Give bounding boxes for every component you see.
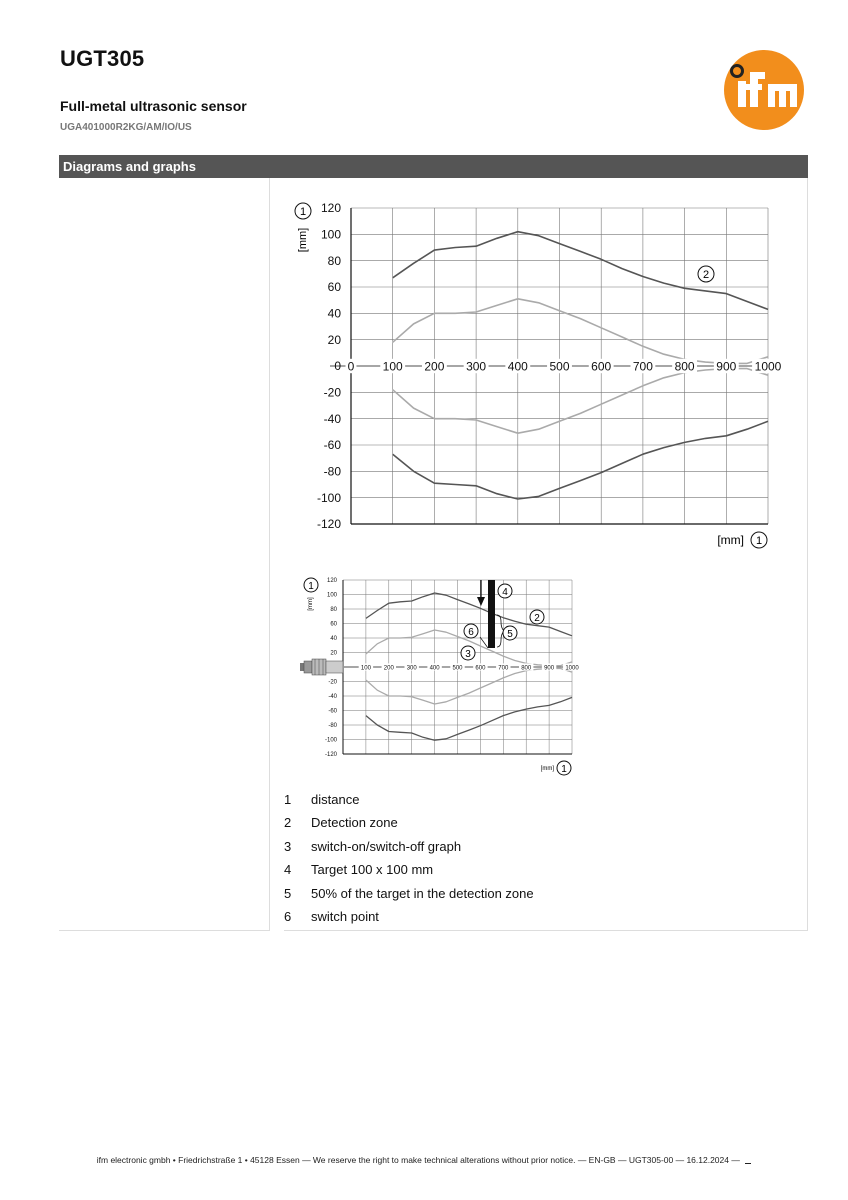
callout-1: 1 — [561, 764, 567, 775]
y-tick-label: 80 — [330, 607, 337, 614]
series-line-3 — [393, 369, 768, 434]
y-tick-label: -100 — [324, 737, 337, 744]
switch-point-chart — [284, 570, 604, 782]
x-tick-label: 300 — [406, 665, 417, 672]
x-tick-label: 300 — [466, 359, 487, 374]
x-tick-label: 700 — [632, 359, 653, 374]
x-tick-label: 900 — [544, 665, 555, 672]
page-title: UGT305 — [60, 46, 145, 71]
x-tick-label: 400 — [507, 359, 528, 374]
x-tick-label: 800 — [674, 359, 695, 374]
chart2-x-callout — [541, 761, 571, 775]
y-tick-label: 0 — [334, 359, 341, 374]
x-tick-label: 1000 — [754, 359, 782, 374]
x-tick-label: 100 — [382, 359, 403, 374]
x-tick-label: 1000 — [565, 665, 579, 672]
left-column — [59, 178, 270, 931]
y-tick-label: -80 — [328, 723, 337, 730]
chart2-ticks — [325, 578, 581, 758]
chart2-switch-graph-callout — [461, 646, 475, 660]
x-tick-label: 400 — [429, 665, 440, 672]
section-header: Diagrams and graphs — [59, 155, 808, 178]
y-tick-label: 40 — [327, 306, 341, 321]
page-number — [745, 1154, 751, 1164]
x-tick-label: 600 — [591, 359, 612, 374]
legend-number: 3 — [284, 838, 292, 854]
target-arrow-icon — [477, 580, 485, 606]
product-code: UGA401000R2KG/AM/IO/US — [60, 122, 192, 133]
ifm-logo — [722, 50, 806, 130]
y-tick-label: -20 — [328, 679, 337, 686]
y-tick-label: -20 — [323, 385, 341, 400]
callout-2: 2 — [534, 613, 540, 624]
y-tick-label: -60 — [323, 438, 341, 453]
legend-text: 50% of the target in the detection zone — [311, 885, 534, 901]
legend-number: 1 — [284, 792, 292, 807]
y-tick-label: -60 — [328, 708, 337, 715]
legend-text: distance — [311, 792, 360, 807]
chart1-xlabel: [mm] — [717, 533, 744, 547]
legend-number: 2 — [284, 815, 292, 831]
legend-text: Detection zone — [311, 815, 398, 831]
series-line-4 — [366, 697, 572, 740]
chart2-ylabel: [mm] — [308, 597, 314, 611]
chart2-switch-point-callout — [464, 624, 478, 638]
x-tick-label: 200 — [383, 665, 394, 672]
page-footer — [0, 1154, 848, 1165]
y-tick-label: 80 — [327, 253, 341, 268]
y-tick-label: -80 — [323, 464, 341, 479]
chart2-xlabel: [mm] — [540, 766, 554, 772]
chart2-half-target-callout — [503, 626, 517, 640]
y-tick-label: 20 — [327, 332, 341, 347]
callout-4: 4 — [502, 587, 508, 598]
legend-text: switch-on/switch-off graph — [311, 838, 462, 854]
x-tick-label: 900 — [716, 359, 737, 374]
chart1-zone-callout — [698, 266, 714, 282]
y-tick-label: -100 — [316, 490, 341, 505]
callout-5: 5 — [507, 629, 513, 640]
y-tick-label: 120 — [320, 201, 341, 216]
callout-2: 2 — [702, 269, 710, 281]
y-tick-label: 60 — [327, 280, 341, 295]
legend-number: 5 — [284, 885, 292, 901]
y-tick-label: -120 — [316, 517, 341, 532]
y-tick-label: 20 — [330, 650, 337, 657]
y-tick-label: 60 — [330, 621, 337, 628]
chart2-y-callout — [304, 578, 318, 592]
series-line-4 — [393, 421, 768, 499]
series-line-3 — [366, 669, 572, 705]
x-tick-label: 100 — [360, 665, 371, 672]
y-tick-label: 120 — [326, 578, 337, 585]
chart2-target-callout — [498, 584, 512, 598]
x-tick-label: 700 — [498, 665, 509, 672]
y-tick-label: 100 — [320, 227, 341, 242]
chart2-zone-callout — [530, 610, 544, 624]
y-tick-label: -40 — [323, 411, 341, 426]
y-tick-label: -120 — [324, 752, 337, 759]
x-tick-label: 600 — [475, 665, 486, 672]
x-tick-label: 800 — [521, 665, 532, 672]
y-tick-label: 100 — [326, 592, 337, 599]
legend-text: Target 100 x 100 mm — [311, 862, 434, 878]
x-tick-label: 0 — [347, 359, 355, 374]
y-tick-label: -40 — [328, 694, 337, 701]
series-line-2 — [393, 299, 768, 364]
chart1-y-callout — [295, 203, 311, 219]
x-tick-label: 500 — [452, 665, 463, 672]
chart1-x-callout — [717, 532, 767, 548]
callout-1: 1 — [308, 581, 314, 592]
legend-number: 4 — [284, 862, 292, 878]
chart1-ylabel: [mm] — [297, 227, 309, 253]
legend-text: switch point — [311, 908, 379, 924]
legend-number: 6 — [284, 908, 292, 924]
callout-3: 3 — [465, 649, 471, 660]
sensor-icon — [300, 659, 343, 675]
callout-1: 1 — [299, 206, 307, 218]
callout-1: 1 — [755, 535, 763, 547]
x-tick-label: 200 — [424, 359, 445, 374]
footer-text: ifm electronic gmbh • Friedrichstraße 1 • 45128 Essen — We reserve the right to make technical alterations without prior notice. — EN-GB — UGT305-00 — 16.12.2024 — — [96, 1155, 740, 1165]
target-plate — [488, 580, 495, 648]
page-subtitle: Full-metal ultrasonic sensor — [60, 98, 247, 114]
x-tick-label: 500 — [549, 359, 570, 374]
y-tick-label: 40 — [330, 636, 337, 643]
chart1-ticks — [317, 201, 784, 531]
callout-6: 6 — [468, 627, 474, 638]
detection-zone-chart — [284, 190, 804, 560]
